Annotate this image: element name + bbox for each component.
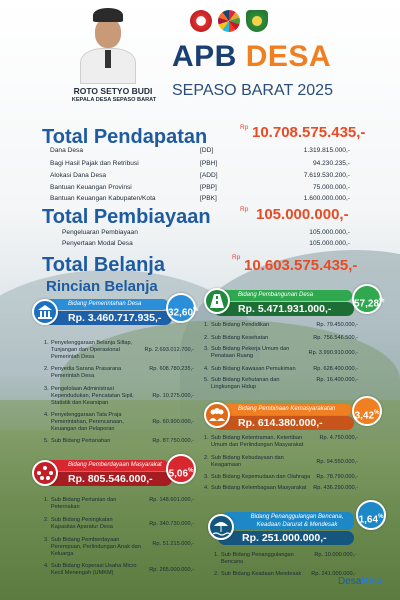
sub-item: 3. Sub Bidang Pemberdayaan Perempuan, Perlindungan Anak dan Keluarga Rp. 51.215.000,- [44,537,194,557]
pct-badge-pembinaan: 3,42% [352,396,382,426]
sub-item: 4. Sub Bidang Kelembagaan Masyarakat Rp. 436.290.000,- [204,485,358,491]
pct-badge-pemerintahan: 32,60% [166,293,196,323]
sub-item: 1. Sub Bidang Pendidikan Rp. 79.450.000,- [204,322,358,328]
rp-prefix: Rp [232,254,241,261]
total-pendapatan-value: 10.708.575.435,- [252,124,366,141]
category-amount-pembinaan: Rp. 614.380.000,- [214,416,354,430]
sub-item: 1. Penyelenggaraan Belanja Siltap, Tunjangan dan Operasional Pemerintah Desa Rp. 2.693.012.700,- [44,340,194,360]
sub-item: 3. Pengelolaan Administrasi Kependudukan, Pencatatan Sipil, Statistik dan Kearsipan Rp. 10.275.000,- [44,386,194,406]
sub-item: 1. Sub Bidang Penanggulangan Bencana Rp. 10.000.000,- [214,552,356,565]
category-amount-bencana: Rp. 251.000.000,- [218,531,354,545]
community-icon [204,402,230,428]
pendapatan-row: Dana Desa [DD] 1.319.815.000,- [50,147,350,154]
pendapatan-row: Bantuan Keuangan Provinsi [PBP] 75.000.000,- [50,184,350,191]
category-amount-pembangunan: Rp. 5.471.931.000,- [214,302,354,316]
category-band-pemerintahan: Bidang Pemerintahan Desa [46,299,168,310]
category-band-pemberdayaan: Bidang Pemberdayaan Masyarakat [46,460,168,471]
province-logo-icon [246,10,268,32]
total-pembiayaan-value: 105.000.000,- [256,206,349,223]
rp-prefix: Rp [240,124,249,131]
pct-badge-pembangunan: 57,28% [352,284,382,314]
pembiayaan-row: Penyertaan Modal Desa 105.000.000,- [62,240,350,247]
category-amount-pemberdayaan: Rp. 805.546.000,- [44,472,172,486]
rincian-belanja-heading: Rincian Belanja [46,278,158,295]
government-icon [32,299,58,325]
pendapatan-row: Bagi Hasil Pajak dan Retribusi [PBH] 94.230.235,- [50,160,350,167]
sub-item: 2. Penyedia Sarana Prasarana Pemerintah Desa Rp. 608.780.235,- [44,366,194,379]
sub-item: 5. Sub Bidang Pertanahan Rp. 87.750.000,- [44,438,194,444]
village-head-role: KEPALA DESA SEPASO BARAT [71,97,157,103]
category-band-pembinaan: Bidang Pembinaan Kemasyarakatan [216,404,352,415]
sub-item: 5. Sub Bidang Kehutanan dan Lingkungan Hidup Rp. 16.400.000,- [204,377,358,390]
total-pembiayaan-label: Total Pembiayaan [42,206,211,228]
rp-prefix: Rp [240,206,249,213]
category-band-pembangunan: Bidang Pembangunan Desa [216,290,352,301]
disaster-icon [208,514,234,540]
sub-item: 1. Sub Bidang Ketentraman, Ketertiban Umum dan Perlindungan Masyarakat Rp. 4.750.000,- [204,435,358,448]
total-pendapatan-label: Total Pendapatan [42,126,208,148]
pembiayaan-row: Pengeluaran Pembiayaan 105.000.000,- [62,229,350,236]
sub-item: 3. Sub Bidang Kepemudaan dan Olahraga Rp. 78.790.000,- [204,474,358,480]
road-icon [204,288,230,314]
pendapatan-row: Alokasi Dana Desa [ADD] 7.619.530.200,- [50,172,350,179]
page-title: APB DESA [172,40,332,73]
pct-badge-pemberdayaan: 5,06% [166,454,196,484]
sub-item: 4. Sub Bidang Koperasi Usaha Micro Kecil Menengah (UMKM) Rp. 265.000.000,- [44,563,194,576]
page-subtitle: SEPASO BARAT 2025 [172,82,333,99]
category-amount-pemerintahan: Rp. 3.460.717.935,- [44,311,172,325]
regency-logo-icon [190,10,212,32]
sub-item: 1. Sub Bidang Pertanian dan Peternakan Rp. 148.601.000,- [44,497,194,510]
logos [190,10,268,32]
desabisa-logo: DesaBisa [338,576,383,587]
category-band-bencana: Bidang Penanggulangan Bencana, Keadaan Darurat & Mendesak [222,512,354,530]
total-belanja-label: Total Belanja [42,254,165,276]
total-belanja-value: 10.603.575.435,- [244,257,358,274]
sub-item: 2. Sub Bidang Peningkatan Kapasitas Aparatur Desa Rp. 340.730.000,- [44,517,194,530]
pendapatan-row: Bantuan Keuangan Kabupaten/Kota [PBK] 1.600.000.000,- [50,195,350,202]
village-head-name: ROTO SETYO BUDI [73,86,153,96]
sub-item: 3. Sub Bidang Pekerja Umum dan Penataan Ruang Rp. 3.990.910.000,- [204,346,358,359]
sub-item: 4. Sub Bidang Kawasan Pemukiman Rp. 628.400.000,- [204,366,358,372]
sub-item: 4. Penyelenggaraan Tata Praja Pemerintahan, Perencanaan, Keuangan dan Pelaporan Rp. 60.900.000,- [44,412,194,432]
sub-item: 2. Sub Bidang Kebudayaan dan Keagamaan Rp. 94.550.000,- [204,455,358,468]
empowerment-icon [32,460,58,486]
village-head-portrait [78,8,138,84]
sub-item: 2. Sub Bidang Kesehatan Rp. 756.546.500,- [204,335,358,341]
sub-item: 2. Sub Bidang Keadaan Mendesak Rp. 241.000.000,- [214,571,356,577]
sdgs-logo-icon [218,10,240,32]
pct-badge-bencana: 1,64% [356,500,386,530]
